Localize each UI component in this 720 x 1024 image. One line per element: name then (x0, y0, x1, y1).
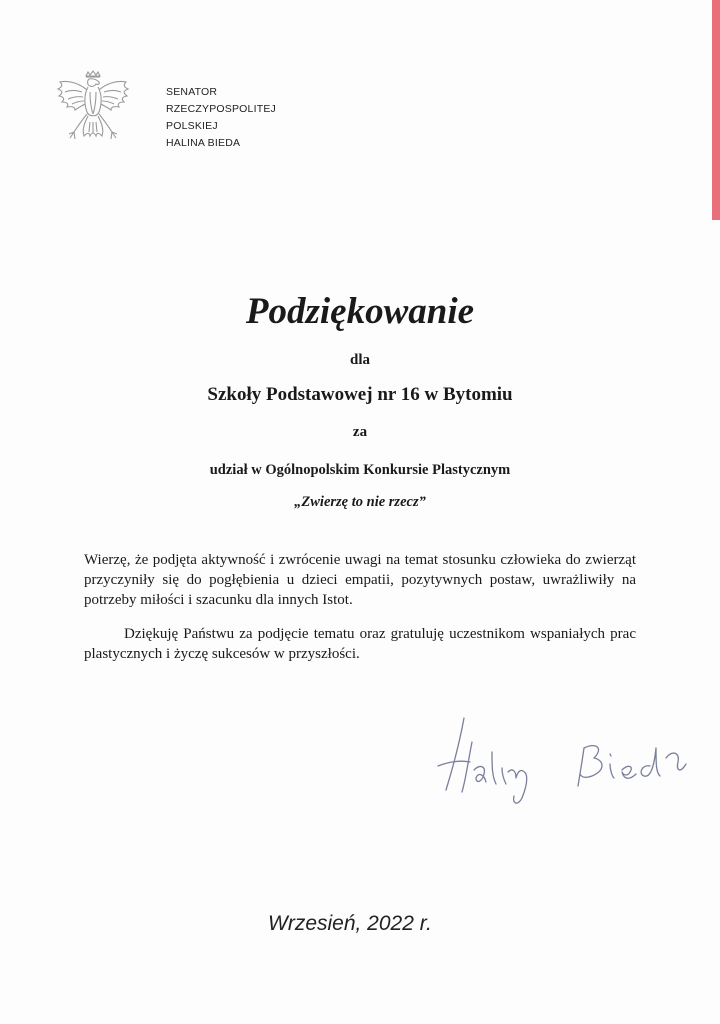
sender-line-republic: RZECZYPOSPOLITEJ (166, 103, 276, 115)
for-what-word: za (352, 424, 368, 440)
issue-date: Wrzesień, 2022 r. (268, 912, 432, 935)
recipient-school: Szkoły Podstawowej nr 16 w Bytomiu (207, 384, 513, 405)
occasion-line: udział w Ogólnopolskim Konkursie Plastycznym (209, 462, 511, 478)
sender-line-country: POLSKIEJ (166, 120, 218, 132)
handwritten-signature (434, 712, 696, 808)
eagle-emblem-icon (54, 70, 132, 154)
red-edge-strip (712, 0, 720, 220)
contest-name: „Zwierzę to nie rzecz” (294, 494, 426, 510)
sender-line-name: HALINA BIEDA (166, 137, 241, 149)
body-paragraph-2: Dziękuję Państwu za podjęcie tematu oraz gratuluję uczestnikom wspaniałych prac plastycznych i życzę sukcesów w przyszłości. (84, 626, 636, 662)
sender-line-title: SENATOR (166, 86, 218, 98)
for-word: dla (349, 352, 370, 368)
body-paragraph-1: Wierzę, że podjęta aktywność i zwrócenie uwagi na temat stosunku człowieka do zwierząt przyczyniły się do pogłębienia u dzieci empatii, pozytywnych postaw, uwrażliwiły na potrzeby miłości i szacunku dla innych Istot. (84, 552, 636, 608)
document-title: Podziękowanie (245, 291, 475, 332)
sender-block (166, 84, 276, 152)
